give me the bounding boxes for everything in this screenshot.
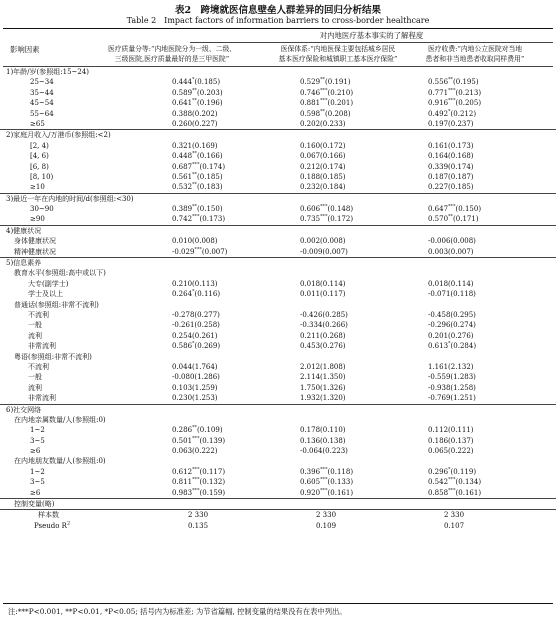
footnote-text: 注:***P<0.001, **P<0.01, *P<0.05; 括号内为标准差; 为节省篇幅, 控制变量的结果没有在表中列出。	[8, 607, 347, 616]
cell-col-1: 0.448**(0.166)	[172, 150, 223, 161]
table-row	[0, 268, 556, 278]
row-label: 1~2	[30, 426, 45, 435]
cell-col-1: 0.135	[188, 521, 209, 530]
row-label: 非常流利	[28, 394, 56, 403]
table-row	[0, 236, 556, 246]
row-label: [6, 8)	[30, 162, 49, 171]
cell-col-1: 0.286**(0.109)	[172, 424, 223, 435]
table-row	[0, 289, 556, 299]
cell-col-3: -0.458(0.295)	[428, 310, 476, 319]
row-label: Pseudo $R^2$	[34, 520, 71, 530]
row-label: 不流利	[28, 310, 49, 319]
cell-col-2: -0.426(0.285)	[300, 310, 348, 319]
cell-col-2: 0.109	[316, 521, 337, 530]
cell-col-3: -0.296(0.274)	[428, 321, 476, 330]
header-col-quality	[82, 44, 262, 64]
cell-col-2: -0.064(0.223)	[300, 447, 348, 456]
table-row	[0, 182, 556, 193]
cell-col-2: 0.529**(0.191)	[300, 77, 351, 87]
cell-col-1: 2 330	[188, 511, 209, 520]
table-footnote	[8, 607, 347, 617]
row-label: 3~5	[30, 436, 45, 445]
table-row	[0, 194, 556, 204]
header-col-fees-line1: 医疗收费:“内地公立医院对当地	[427, 45, 523, 53]
table-row	[0, 258, 556, 268]
table-row	[0, 467, 556, 477]
cell-col-3: 0.858***(0.161)	[428, 487, 482, 497]
cell-col-3: 0.339(0.174)	[428, 162, 474, 171]
row-label: 25~34	[30, 78, 54, 87]
row-label: [2, 4)	[30, 141, 49, 150]
table-row	[0, 162, 556, 172]
row-label: 大专(副学士)	[28, 279, 69, 288]
cell-col-2: 0.018(0.114)	[300, 279, 346, 288]
table-row	[0, 130, 556, 140]
cell-col-3: 0.771***(0.213)	[428, 87, 482, 97]
table-row	[0, 477, 556, 487]
table-row	[0, 119, 556, 130]
row-label: ≥65	[30, 119, 45, 128]
row-label: 不流利	[28, 362, 49, 371]
row-label: 一般	[28, 321, 42, 330]
table-row	[0, 98, 556, 108]
cell-col-2: 2.012(1.808)	[300, 362, 346, 371]
cell-col-1: 0.230(1.253)	[172, 394, 218, 403]
table-row	[0, 436, 556, 446]
table-title-cn: 表2 跨境就医信息壁垒人群差异的回归分析结果	[174, 5, 382, 16]
header-col-insurance-line2: 基本医疗保险和城镇职工基本医疗保险”	[278, 55, 398, 63]
table-row	[0, 488, 556, 499]
table-row	[0, 510, 556, 520]
cell-col-1: 0.501***(0.139)	[172, 435, 226, 445]
row-label: 身体健康状况	[14, 237, 56, 246]
table-row	[0, 151, 556, 161]
cell-col-3: -0.071(0.118)	[428, 290, 476, 299]
row-label: ≥6	[30, 488, 41, 497]
table-row	[0, 141, 556, 151]
row-label: ≥90	[30, 215, 45, 224]
table-row	[0, 456, 556, 466]
table-row	[0, 310, 556, 320]
cell-col-1: 0.687***(0.174)	[172, 161, 226, 171]
cell-col-1: 0.532**(0.183)	[172, 181, 223, 192]
cell-col-2: 0.178(0.110)	[300, 426, 346, 435]
cell-col-1: 0.210(0.113)	[172, 279, 218, 288]
row-label: 控制变量(略)	[14, 500, 55, 509]
cell-col-2: 0.002(0.008)	[300, 237, 346, 246]
table-row	[0, 405, 556, 415]
row-label: 6)社交网络	[6, 405, 42, 414]
cell-col-2: 1.750(1.326)	[300, 383, 346, 392]
header-group-rule	[190, 42, 553, 43]
cell-col-3: 0.161(0.173)	[428, 141, 474, 150]
cell-col-2: 1.932(1.320)	[300, 394, 346, 403]
cell-col-3: 0.107	[444, 521, 465, 530]
cell-col-2: 0.598**(0.208)	[300, 108, 351, 118]
cell-col-1: 0.612***(0.117)	[172, 466, 226, 476]
table-row	[0, 393, 556, 404]
table-row	[0, 425, 556, 435]
table-row	[0, 226, 556, 236]
table-row	[0, 214, 556, 225]
cell-col-3: 0.112(0.111)	[428, 426, 474, 435]
cell-col-2: 0.188(0.185)	[300, 172, 346, 181]
header-col-insurance-line1: 医保体系:“内地医保主要包括城乡居民	[280, 45, 396, 53]
row-label: [8, 10)	[30, 172, 54, 181]
cell-col-1: 0.103(1.259)	[172, 383, 218, 392]
cell-col-1: -0.029***(0.007)	[172, 246, 228, 256]
cell-col-3: 0.065(0.222)	[428, 447, 474, 456]
cell-col-1: -0.278(0.277)	[172, 310, 220, 319]
cell-col-2: 0.881***(0.201)	[300, 97, 354, 108]
table-row	[0, 279, 556, 289]
row-label: 普通话(参照组:非常不流利)	[14, 300, 99, 309]
cell-col-3: 2 330	[444, 511, 465, 520]
row-label: 在内地朋友数量/人(参照组:0)	[14, 457, 106, 466]
cell-col-3: 0.164(0.168)	[428, 152, 474, 161]
cell-col-3: 0.018(0.114)	[428, 279, 474, 288]
table-row	[0, 77, 556, 87]
cell-col-3: 0.187(0.187)	[428, 172, 474, 181]
cell-col-1: 0.260(0.227)	[172, 119, 218, 128]
cell-col-2: 0.136(0.138)	[300, 436, 346, 445]
cell-col-1: 0.444*(0.185)	[172, 77, 221, 87]
cell-col-1: 0.983***(0.159)	[172, 487, 226, 497]
header-group: 对内地医疗基本事实的了解程度	[319, 31, 424, 40]
cell-col-1: -0.261(0.258)	[172, 321, 220, 330]
row-label: 非常流利	[28, 342, 56, 351]
table-row	[0, 383, 556, 393]
cell-col-1: 0.388(0.202)	[172, 109, 218, 118]
header-col-fees-line2: 患者和非当地患者收取同样费用”	[425, 55, 525, 63]
header-col-quality-line1: 医疗质量分等:“内地医院分为一级、二级、	[107, 45, 237, 53]
table-row	[0, 499, 556, 510]
table-row	[0, 521, 556, 531]
cell-col-2: 0.211(0.268)	[300, 331, 346, 340]
cell-col-3: 0.916***(0.205)	[428, 97, 482, 108]
row-label: 1)年龄/岁(参照组:15~24)	[6, 68, 90, 76]
row-label: 5)信息素养	[6, 259, 42, 268]
bottom-rule	[3, 603, 553, 604]
table-row	[0, 341, 556, 351]
table-body	[0, 67, 556, 531]
cell-col-3: 0.613*(0.284)	[428, 340, 477, 351]
cell-col-3: 0.647***(0.150)	[428, 203, 482, 214]
table-row	[0, 320, 556, 330]
row-label: 45~54	[30, 99, 54, 108]
row-label: 2)家庭月收入/万港币(参照组:<2)	[6, 131, 111, 140]
cell-col-1: 0.010(0.008)	[172, 237, 218, 246]
row-label: ≥10	[30, 183, 45, 192]
table-row	[0, 415, 556, 425]
cell-col-2: 0.212(0.174)	[300, 162, 346, 171]
cell-col-3: -0.938(1.258)	[428, 383, 476, 392]
table-row	[0, 88, 556, 98]
row-label: 教育水平(参照组:高中或以下)	[14, 269, 106, 278]
cell-col-3: 0.003(0.007)	[428, 247, 474, 256]
table-row	[0, 300, 556, 310]
row-label: 流利	[28, 383, 42, 392]
row-label: [4, 6)	[30, 152, 49, 161]
row-label: 55~64	[30, 109, 54, 118]
table-row	[0, 67, 556, 77]
cell-col-2: 0.202(0.233)	[300, 119, 346, 128]
cell-col-2: 0.396***(0.118)	[300, 466, 354, 476]
cell-col-1: 0.254(0.261)	[172, 331, 218, 340]
cell-col-1: 0.586*(0.269)	[172, 340, 221, 351]
cell-col-3: -0.769(1.251)	[428, 394, 476, 403]
cell-col-1: 0.811***(0.132)	[172, 476, 226, 487]
cell-col-3: 0.201(0.276)	[428, 331, 474, 340]
cell-col-3: 0.570**(0.171)	[428, 214, 479, 224]
cell-col-2: 0.160(0.172)	[300, 141, 346, 150]
cell-col-2: 0.232(0.184)	[300, 183, 346, 192]
table-row	[0, 446, 556, 456]
row-label: 学士及以上	[28, 290, 63, 299]
cell-col-1: 0.589**(0.203)	[172, 87, 223, 97]
cell-col-3: -0.006(0.008)	[428, 237, 476, 246]
cell-col-2: 0.067(0.166)	[300, 152, 346, 161]
header-col-fees	[395, 44, 555, 64]
cell-col-1: 0.561**(0.185)	[172, 171, 223, 181]
table-row	[0, 331, 556, 341]
row-label: 30~90	[30, 205, 54, 214]
cell-col-3: 0.197(0.237)	[428, 119, 474, 128]
cell-col-2: 0.735***(0.172)	[300, 214, 354, 224]
table-row	[0, 109, 556, 119]
cell-col-1: 0.389**(0.150)	[172, 203, 223, 214]
row-label: 精神健康状况	[14, 247, 56, 256]
cell-col-1: 0.641**(0.196)	[172, 97, 223, 108]
table-row	[0, 204, 556, 214]
cell-col-3: -0.559(1.283)	[428, 373, 476, 382]
cell-col-2: 0.606***(0.148)	[300, 203, 354, 214]
header-col-quality-line2: 三级医院,医疗质量最好的是三甲医院”	[114, 55, 230, 63]
top-rule	[3, 28, 553, 29]
cell-col-3: 1.161(2.132)	[428, 362, 474, 371]
cell-col-2: 2 330	[316, 511, 337, 520]
row-label: 一般	[28, 373, 42, 382]
cell-col-3: 0.492*(0.212)	[428, 108, 477, 118]
cell-col-3: 0.296*(0.119)	[428, 466, 477, 476]
cell-col-1: -0.080(1.286)	[172, 373, 220, 382]
cell-col-3: 0.186(0.137)	[428, 436, 474, 445]
header-factor: 影响因素	[10, 45, 40, 54]
row-label: 3)最近一年在内地的时间/d(参照组:<30)	[6, 194, 134, 203]
row-label: 在内地亲属数量/人(参照组:0)	[14, 415, 106, 424]
row-label: 4)健康状况	[6, 226, 42, 235]
row-label: 3~5	[30, 478, 45, 487]
table-row	[0, 247, 556, 258]
row-label: 35~44	[30, 88, 54, 97]
cell-col-1: 0.044(1.764)	[172, 362, 218, 371]
cell-col-3: 0.556**(0.195)	[428, 77, 479, 87]
cell-col-2: 0.605***(0.133)	[300, 476, 354, 487]
table-row	[0, 172, 556, 182]
cell-col-2: -0.334(0.266)	[300, 321, 348, 330]
cell-col-2: 0.746***(0.210)	[300, 87, 354, 97]
row-label: 1~2	[30, 467, 45, 476]
cell-col-3: 0.542***(0.134)	[428, 476, 482, 487]
table-title-en: Table 2 Impact factors of information barriers to cross-border healthcare	[126, 16, 430, 25]
row-label: ≥6	[30, 447, 41, 456]
cell-col-2: 2.114(1.350)	[300, 373, 346, 382]
cell-col-2: 0.920***(0.161)	[300, 487, 354, 497]
cell-col-2: -0.009(0.007)	[300, 247, 348, 256]
cell-col-1: 0.321(0.169)	[172, 141, 218, 150]
row-label: 样本数	[38, 511, 59, 520]
table-row	[0, 372, 556, 382]
table-row	[0, 362, 556, 372]
table-row	[0, 352, 556, 362]
cell-col-3: 0.227(0.185)	[428, 183, 474, 192]
row-label: 流利	[28, 331, 42, 340]
cell-col-1: 0.063(0.222)	[172, 447, 218, 456]
cell-col-1: 0.742***(0.173)	[172, 214, 226, 224]
cell-col-2: 0.011(0.117)	[300, 290, 346, 299]
cell-col-1: 0.264*(0.116)	[172, 288, 221, 299]
cell-col-2: 0.453(0.276)	[300, 342, 346, 351]
row-label: 粤语(参照组:非常不流利)	[14, 352, 92, 361]
